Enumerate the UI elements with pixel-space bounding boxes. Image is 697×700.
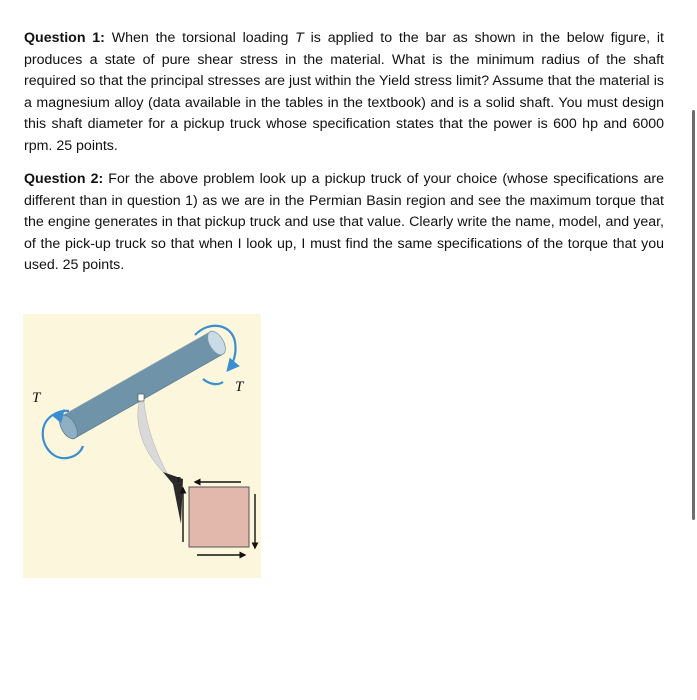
surface-element (138, 394, 144, 401)
question-1-text-start: When the torsional loading (104, 30, 296, 46)
stress-element (189, 487, 249, 547)
question-1 (24, 28, 664, 158)
torsion-bar-figure (23, 314, 261, 578)
question-2-text: For the above problem look up a pickup truck of your choice (whose specifications are different than in question 1) as we are in the Permian Basin region and see the maximum torque that the engine generates in that pickup truck and use that value. Clearly write the name, model, and year, of the pick-up truck so that when I look up, I must find the same specifications of the torque that you used. 25 points. (24, 171, 664, 274)
torque-left-label: T (32, 390, 41, 406)
torque-symbol: T (295, 30, 304, 46)
torque-right-label: T (235, 379, 244, 395)
question-1-text-end: is applied to the bar as shown in the below figure, it produces a state of pure shear stress in the material. What is the minimum radius of the shaft required so that the principal stresses are just within the Yield stress limit? Assume that the material is a magnesium alloy (data available in the tables in the textbook) and is a solid shaft. You must design this shaft diameter for a pickup truck whose specification states that the power is 600 hp and 6000 rpm. 25 points. (24, 30, 664, 154)
vertical-scrollbar[interactable] (692, 110, 695, 520)
question-2-label: Question 2: (24, 171, 104, 187)
question-1-label: Question 1: (24, 30, 105, 46)
shear-stress-label: τ (177, 474, 181, 485)
question-2 (24, 169, 664, 277)
